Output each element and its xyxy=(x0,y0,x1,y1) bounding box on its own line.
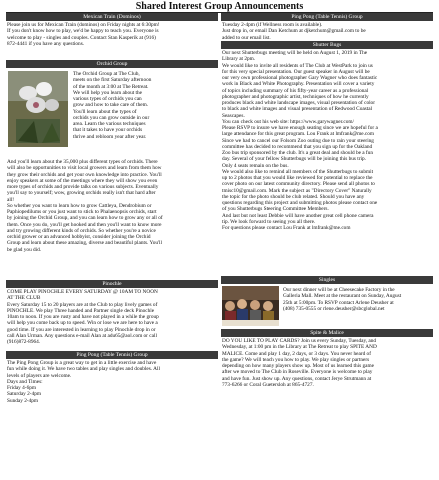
orchid-intro-text: The Orchid Group at The Club, meets on the first Saturday afternoon of the month at 3:00 at The Retreat. We will help you learn about the various types of orchids you can grow and how to take care of them. You'll learn about the types of orchids you can grow outside in our area. Learn the various techniques that it takes to have your orchids thrive and rebloom year after year. xyxy=(73,71,152,140)
ping-pong-left-header: Ping Pong (Table Tennis) Group xyxy=(6,351,218,359)
ping-pong-left-text: The Ping Pong Group is a great way to get in a little exercise and have fun while doing it. We have two tables and play singles and doubles. All levels of players are welcome. Days and Times: Friday 4-6pm Saturday 2-4pm Sunday 2-4pm xyxy=(7,360,160,404)
singles-dinner-photo xyxy=(222,286,279,326)
ping-pong-right-header: Ping Pong (Table Tennis) Group xyxy=(221,13,433,21)
orchid-text: And you'll learn about the 35,000 plus different types of orchids. There will also be opportunities to visit local growers and learn from them how they grow their orchids and get your own knowledge into practice. You'll enjoy speakers at some of the meetings where they will show you even more types of orchids and provide talks on various subjects. Eventually you'll say to yourself; wow, growing orchids really isn't that hard after all! So whether you want to learn how to grow Cattleya, Dendrobium or Paphiopedilums or you just want to stick to Phalaenopsis orchids, start by joining the Orchid Group, and you can learn how to grow any or all of them. Once you do, you'll get hooked and then you'll want to know more and try growing different kinds of orchids. So whether you're a novice orchid grower or an advanced hobbyist, consider joining the Orchid Group and learn about these amazing, diverse and beautiful plants. You'll be glad you did. xyxy=(7,159,163,253)
orchid-intro xyxy=(6,69,218,159)
shutterbugs-text: Our next Shutterbugs meeting will be held on August 1, 2019 in The Library at 2pm. We would like to invite all residents of The Club at WestPark to join us for this very special presentation. Our guest speaker in August will be our very own professional photographer Gary Wagner who does fantastic work in Black and White Photography. Presentation will cover a variety of topics including summary of his fifty-year career as a professional photographer and photographic artist, techniques of how he currently produces black and white landscape images, visual presentation of color to black and white images and visual presentation of Redwood Coastal Seascapes. You can check out his web site: https://www.garywagner.com/ Please RSVP to insure we have enough seating since we are hopeful for a large attendance for this great program. Lou Frank at lmfrank@me.com Since we had to cancel our Folsom Zoo outing due to rain your steering committee has decided to recommend that you sign up for the Oakland Zoo bus trip sponsored by the club. It's a great deal and should be a fun day. Several of your fellow Shutterbugs will be joining this bus trip. Only 4 seats remain on the bus. We would also like to remind all members of the Shutterbugs to submit up to 2 photos that you would like reviewed for potential to replace the cover photo on our latest community directory. Please send all photos to tmisc10@gmail.com. Mark the subject as "Directory Cover" Naturally the topic for the photo should be club related. Should you have any questions regarding this project and submitting photos please contact one of you Shutterbugs Steering Committee Members. And last but not least Debbie will have another great cell phone camera tip. We look forward to seeing you all there. For questions please contact Lou Frank at lmfrank@me.com xyxy=(222,50,378,231)
left-column xyxy=(6,13,218,404)
spite-malice-text: DO YOU LIKE TO PLAY CARDS? Join us every Sunday, Tuesday, and Wednesday, at 1:00 pm in the Library at The Retreat to play SPITE AND MALICE. Come and play 1 day, 2 days, or 3 days. You never heard of the game? We will teach you how to play. We play singles or partners depending on how many players show up. Most of us learned this game after we moved to The Club in Roseville. Everyone is welcome to play and have fun. Just show up. Any questions, contact Jerye Strutmann at 773-6266 or Coral Guetersloh at 865-4727. xyxy=(222,338,377,388)
orchid-header: Orchid Group xyxy=(6,60,218,68)
page-title: Shared Interest Group Announcements xyxy=(135,1,304,12)
singles-text: Our next dinner will be at Cheesecake Factory in the Galleria Mall. Meet at the restaurant on Sunday, August 25th at 5:00pm. To RSVP contact Arlene Deusher at (408) 735-0555 or rlene.deusher@sbcglobal.net xyxy=(283,287,402,312)
pinochle-header: Pinochle xyxy=(6,280,218,288)
spite-malice-header: Spite & Malice xyxy=(221,329,433,337)
orchid-photo xyxy=(8,71,68,147)
shutterbugs-header: Shutter Bugs xyxy=(221,41,433,49)
singles-header: Singles xyxy=(221,276,433,284)
singles-section xyxy=(221,285,433,329)
mexican-train-header: Mexican Train (Dominos) xyxy=(6,13,218,21)
pinochle-text: COME PLAY PINOCHLE EVERY SATURDAY @ 10AM TO NOON AT THE CLUB Every Saturday 15 to 20 players are at the Club to play lively games of PINOCHLE. We play Three handed and Partner single deck Pinochle 10am to noon. If you are rusty and have not played in a while the group will help you come back up to speed. Win or lose we are here to have a good time. If you are interested in learning to play Pinochle drop in or call Alan Urman. Any questions e-mail Alan at adu65@aol.com or call (916)872-8964. xyxy=(7,289,159,345)
ping-pong-right-text: Tuesday 2-4pm (if Wellness room is available). Just drop in, or email Dan Ketchum at djketchum@gmail.com to be added to our email list. xyxy=(222,22,366,41)
right-column xyxy=(221,13,433,388)
mexican-train-text: Please join us for Mexican Train (dominos) on Friday nights at 6:30pm! If you don't know how to play, we'd be happy to teach you. Everyone is welcome to play - singles and couples. Contact Stan Kasperik at (916) 872-4441 if you have any questions. xyxy=(7,22,160,47)
